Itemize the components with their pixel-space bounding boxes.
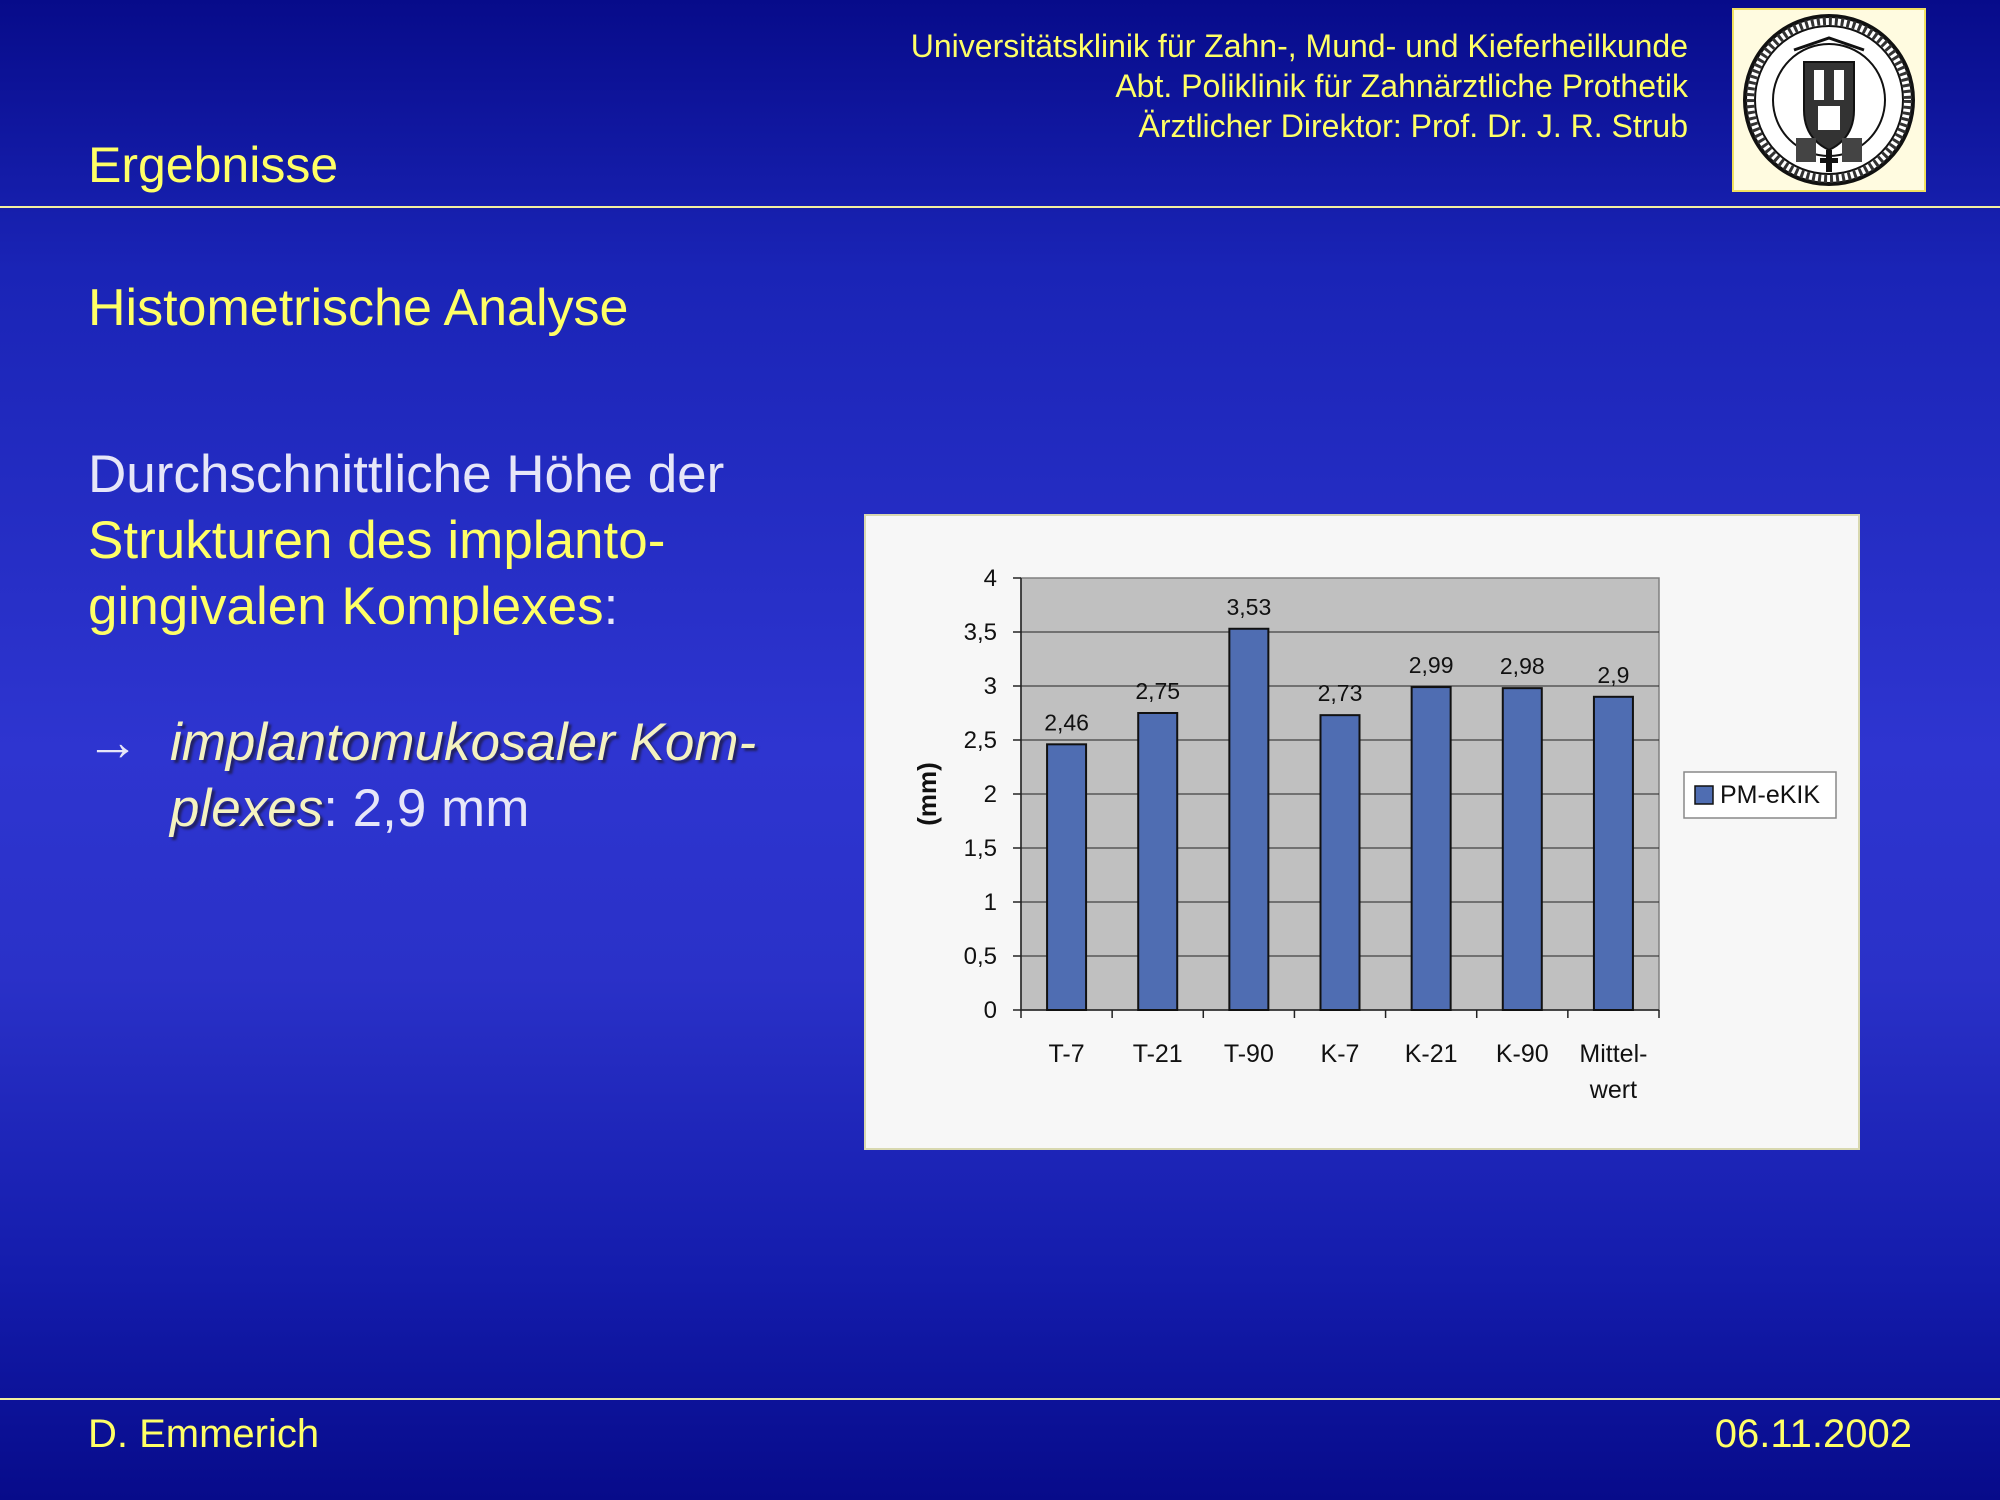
y-tick-label: 2,5	[963, 727, 997, 754]
chart-panel	[864, 514, 1860, 1150]
body-line-2: Strukturen des implanto-	[88, 511, 666, 570]
footer-author: D. Emmerich	[88, 1412, 320, 1456]
data-label: 2,98	[1499, 653, 1545, 680]
bar	[1594, 697, 1633, 1010]
x-tick-label: K-21	[1404, 1040, 1458, 1068]
bar	[1412, 687, 1451, 1010]
data-label: 2,9	[1597, 661, 1630, 688]
body-line-3-text: gingivalen Komplexes	[88, 577, 604, 636]
y-tick-label: 0	[983, 997, 997, 1024]
x-tick-label: T-7	[1048, 1040, 1085, 1068]
header-director: Ärztlicher Direktor: Prof. Dr. J. R. Strub	[1138, 108, 1688, 144]
bar	[1321, 715, 1360, 1010]
y-tick-label: 0,5	[963, 943, 997, 970]
bar	[1047, 744, 1086, 1010]
x-tick-label: T-21	[1132, 1040, 1183, 1068]
bar	[1229, 629, 1268, 1010]
bullet-line-2	[170, 776, 529, 842]
bar	[1138, 713, 1177, 1010]
y-tick-label: 1	[983, 889, 997, 916]
y-tick-label: 3	[983, 673, 997, 700]
body-line-1: Durchschnittliche Höhe der	[88, 445, 725, 504]
bullet-line-1: implantomukosaler Kom-	[170, 713, 757, 772]
x-tick-label: wert	[1589, 1076, 1638, 1104]
x-tick-label: K-90	[1495, 1040, 1549, 1068]
bullet-em-text: plexes	[170, 779, 324, 838]
legend-swatch	[1695, 786, 1713, 804]
footer-divider	[0, 1398, 2000, 1400]
data-label: 2,73	[1317, 680, 1363, 707]
y-axis-label: (mm)	[912, 762, 942, 826]
body-colon: :	[603, 577, 619, 636]
y-tick-label: 1,5	[963, 835, 997, 862]
y-tick-label: 4	[983, 565, 997, 592]
header-institution: Universitätsklinik für Zahn-, Mund- und Kieferheilkunde	[910, 28, 1688, 64]
data-label: 3,53	[1226, 593, 1272, 620]
y-tick-label: 2	[983, 781, 997, 808]
bar-chart	[866, 516, 1858, 1148]
slide-title: Ergebnisse	[88, 137, 339, 193]
bullet-value: : 2,9 mm	[323, 779, 530, 838]
x-tick-label: T-90	[1223, 1040, 1274, 1068]
y-tick-label: 3,5	[963, 619, 997, 646]
header-department: Abt. Poliklinik für Zahnärztliche Prothetik	[1115, 68, 1688, 104]
bullet-arrow-icon: →	[86, 713, 139, 772]
body-line-3	[88, 574, 618, 640]
bar	[1503, 688, 1542, 1010]
legend-label: PM-eKIK	[1720, 781, 1821, 809]
x-tick-label: K-7	[1320, 1040, 1360, 1068]
x-tick-label: Mittel-	[1579, 1040, 1648, 1068]
footer-date: 06.11.2002	[1714, 1412, 1912, 1456]
university-seal-icon	[1732, 8, 1926, 192]
data-label: 2,75	[1135, 678, 1181, 704]
data-label: 2,99	[1408, 652, 1454, 679]
data-label: 2,46	[1044, 709, 1089, 736]
slide-subtitle: Histometrische Analyse	[88, 279, 629, 337]
header-divider	[0, 206, 2000, 208]
